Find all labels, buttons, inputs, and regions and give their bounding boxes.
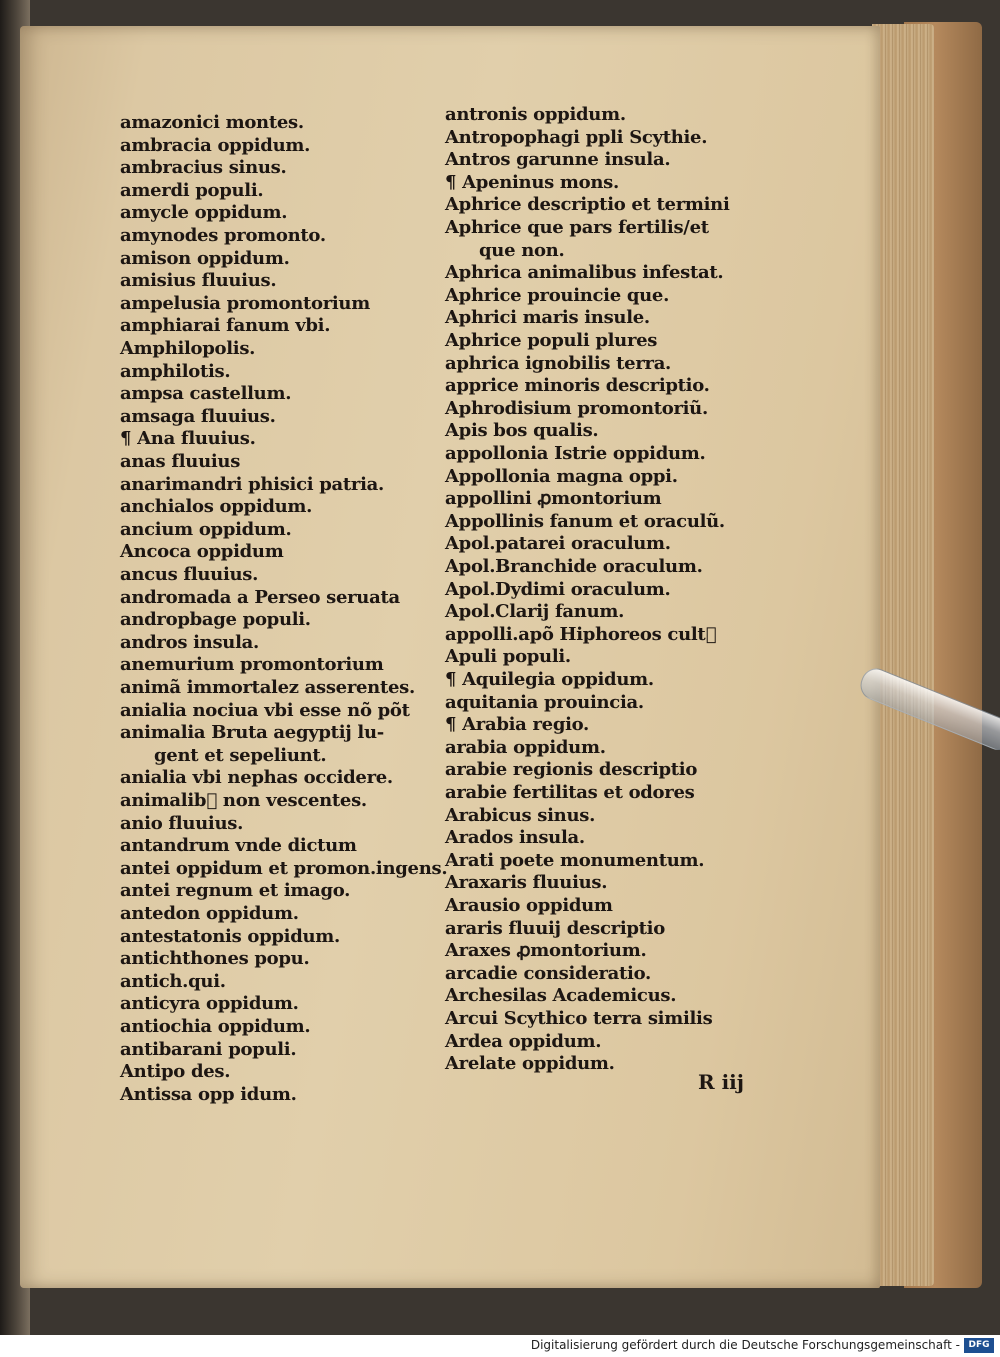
index-entry: amisius fluuius. (120, 270, 277, 292)
index-entry: animalib᷒ non vescentes. (120, 790, 367, 811)
index-entry: Antros garunne insula. (445, 149, 671, 171)
index-entry: amazonici montes. (120, 112, 304, 133)
index-entry: anchialos oppidum. (120, 496, 313, 518)
index-entry: Araxaris fluuius. (445, 872, 608, 894)
index-entry: gent et sepeliunt. (154, 744, 327, 766)
funding-credit: Digitalisierung gefördert durch die Deutsche Forschungsgemeinschaft - (530, 1338, 960, 1352)
index-entry: amynodes promonto. (120, 225, 326, 246)
index-entry: amerdi populi. (120, 179, 264, 201)
index-entry: Apol.patarei oraculum. (445, 533, 671, 555)
index-entry: araris fluuij descriptio (445, 917, 665, 939)
index-entry: que non. (479, 239, 565, 261)
index-entry: Aphrice descriptio et termini (445, 194, 730, 216)
index-entry: Apis bos qualis. (445, 420, 599, 442)
index-entry: Appollonia magna oppi. (445, 465, 678, 487)
index-entry: Apuli populi. (445, 646, 571, 668)
page-stack-edges (872, 24, 934, 1286)
index-entry: appollonia Istrie oppidum. (445, 443, 706, 464)
index-entry: anticyra oppidum. (120, 993, 299, 1015)
index-entry: Amphilopolis. (120, 338, 256, 359)
index-entry: antronis oppidum. (445, 104, 626, 125)
index-entry: Aphrice prouincie que. (445, 284, 670, 306)
index-entry: Arausio oppidum (445, 895, 613, 916)
index-entry: ancus fluuius. (120, 564, 259, 585)
index-entry: Apol.Clarij fanum. (445, 601, 625, 623)
index-entry: antiochia oppidum. (120, 1016, 311, 1037)
index-entry: Apol.Branchide oraculum. (445, 556, 703, 577)
index-entry: antichthones popu. (120, 948, 310, 970)
signature-mark: R iij (698, 1070, 745, 1094)
index-entry: amison oppidum. (120, 247, 290, 269)
footer-bar (0, 1335, 1000, 1357)
index-entry: anarimandri phisici patria. (120, 473, 384, 495)
index-entry: Aphrice que pars fertilis/et (445, 217, 709, 238)
index-entry: antich.qui. (120, 970, 226, 992)
index-entry: apprice minoris descriptio. (445, 375, 710, 397)
index-entry: anemurium promontorium (120, 654, 384, 676)
index-entry: Araxes ꝓmontorium. (445, 940, 647, 962)
index-entry: Arati poete monumentum. (445, 849, 705, 871)
index-entry: Apol.Dydimi oraculum. (445, 578, 671, 600)
index-entry: Aphrodisium promontoriũ. (445, 397, 708, 419)
index-entry: Antipo des. (120, 1061, 231, 1083)
index-entry: andros insula. (120, 631, 259, 653)
index-entry: arabie regionis descriptio (445, 759, 698, 781)
index-entry: ambracia oppidum. (120, 134, 311, 156)
index-entry: Aphrice populi plures (445, 330, 658, 351)
index-entry: Ancoca oppidum (120, 541, 284, 563)
index-entry: Arabicus sinus. (445, 804, 596, 826)
index-entry: Arelate oppidum. (445, 1053, 615, 1075)
index-entry: amsaga fluuius. (120, 405, 276, 427)
index-entry: arcadie consideratio. (445, 962, 651, 984)
index-entry: anialia nociua vbi esse nõ põt (120, 699, 410, 721)
index-entry: amphiarai fanum vbi. (120, 315, 331, 337)
index-entry: anialia vbi nephas occidere. (120, 767, 393, 789)
index-entry: ¶ Apeninus mons. (445, 171, 619, 193)
index-entry: antei regnum et imago. (120, 880, 351, 902)
index-entry: anio fluuius. (120, 812, 244, 834)
index-entry: animalia Bruta aegyptij lu- (120, 722, 384, 744)
index-entry: amycle oppidum. (120, 202, 288, 224)
index-entry: ampelusia promontorium (120, 292, 370, 314)
index-entry: Antropophagi ppli Scythie. (445, 126, 708, 148)
index-entry: antibarani populi. (120, 1038, 297, 1060)
index-entry: amphilotis. (120, 360, 231, 382)
index-entry: ¶ Ana fluuius. (120, 428, 256, 450)
dfg-logo-icon: DFG (964, 1338, 994, 1353)
index-entry: Arados insula. (445, 827, 585, 849)
index-entry: ancium oppidum. (120, 518, 292, 540)
index-entry: animã immortalez asserentes. (120, 677, 415, 698)
index-entry: ampsa castellum. (120, 383, 292, 405)
index-entry: aquitania prouincia. (445, 691, 644, 713)
index-entry: andromada a Perseo seruata (120, 586, 400, 608)
index-entry: ambracius sinus. (120, 157, 287, 179)
index-entry: arabia oppidum. (445, 736, 606, 758)
index-entry: Aphrica animalibus infestat. (445, 262, 724, 284)
index-entry: Aphrici maris insule. (445, 307, 650, 329)
index-entry: appollini ꝓmontorium (445, 488, 662, 510)
index-entry: Appollinis fanum et oraculũ. (445, 510, 725, 532)
index-entry: antandrum vnde dictum (120, 835, 357, 857)
index-entry: antestatonis oppidum. (120, 925, 340, 947)
index-entry: Archesilas Academicus. (445, 985, 677, 1007)
index-entry: ¶ Arabia regio. (445, 714, 590, 736)
index-entry: anas fluuius (120, 451, 241, 472)
index-entry: Arcui Scythico terra similis (445, 1008, 713, 1029)
index-entry: arabie fertilitas et odores (445, 782, 695, 803)
index-entry: antei oppidum et promon.ingens. (120, 857, 448, 879)
index-entry: appolli.apõ Hiphoreos cult᷒ (445, 623, 717, 645)
book-page (20, 26, 880, 1288)
index-entry: andropbage populi. (120, 609, 311, 631)
index-entry: Ardea oppidum. (445, 1030, 602, 1052)
index-entry: Antissa opp idum. (120, 1083, 297, 1105)
index-entry: antedon oppidum. (120, 903, 299, 924)
index-entry: ¶ Aquilegia oppidum. (445, 669, 654, 690)
index-entry: aphrica ignobilis terra. (445, 352, 672, 374)
